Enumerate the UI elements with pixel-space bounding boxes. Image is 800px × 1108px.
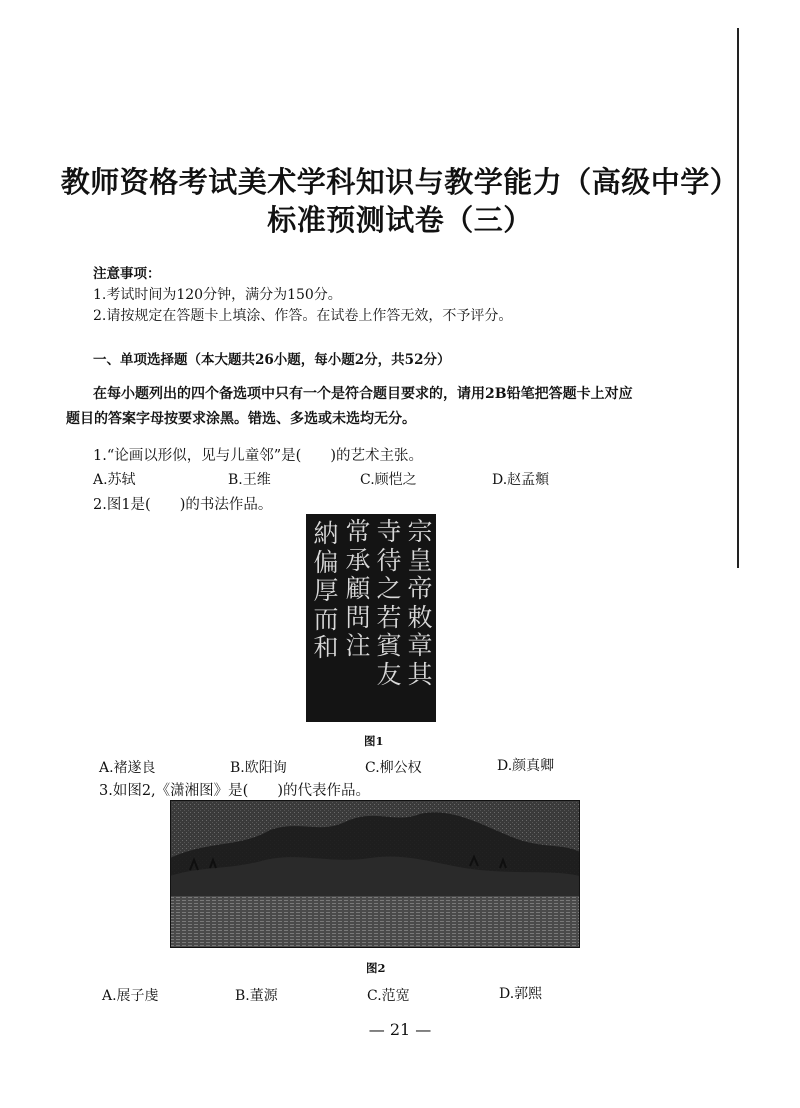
calligraphy-character: 納 — [313, 519, 339, 548]
calligraphy-character: 偏 — [313, 547, 339, 577]
page-number: — 21 — — [368, 1020, 432, 1039]
calligraphy-character: 若 — [376, 602, 402, 632]
calligraphy-character: 待 — [376, 545, 402, 575]
calligraphy-character: 問 — [345, 602, 371, 632]
calligraphy-column — [405, 518, 435, 689]
calligraphy-character: 之 — [376, 574, 402, 603]
calligraphy-column — [343, 518, 373, 661]
calligraphy-character: 章 — [407, 631, 433, 660]
section-instruction-line2: 题目的答案字母按要求涂黑。错选、多选或未选均无分。 — [66, 411, 416, 427]
calligraphy-character: 寺 — [376, 517, 402, 546]
question-1-option-c: C.顾恺之 — [360, 472, 417, 488]
calligraphy-character: 帝 — [407, 574, 433, 603]
question-1-option-d: D.赵孟頫 — [492, 472, 550, 488]
calligraphy-character: 和 — [313, 633, 339, 662]
figure-1-caption: 图1 — [364, 734, 384, 748]
section-heading: 一、单项选择题（本大题共26小题，每小题2分，共52分） — [93, 352, 451, 368]
calligraphy-character: 而 — [313, 604, 339, 634]
question-2-option-d: D.颜真卿 — [497, 758, 555, 774]
page-title-line1: 教师资格考试美术学科知识与教学能力（高级中学） — [60, 165, 740, 199]
calligraphy-character: 注 — [345, 631, 371, 660]
calligraphy-character: 承 — [345, 545, 371, 575]
section-instruction-line1: 在每小题列出的四个备选项中只有一个是符合题目要求的，请用2B铅笔把答题卡上对应 — [93, 386, 633, 402]
calligraphy-column — [311, 520, 341, 663]
calligraphy-character: 顧 — [345, 574, 371, 603]
question-3-option-c: C.范宽 — [367, 988, 410, 1004]
calligraphy-character: 友 — [376, 659, 402, 689]
calligraphy-character: 皇 — [407, 545, 433, 575]
question-1-option-b: B.王维 — [228, 472, 271, 488]
calligraphy-character: 敕 — [407, 602, 433, 632]
question-2-text: 2.图1是( )的书法作品。 — [93, 497, 273, 513]
scan-edge-line — [737, 28, 739, 568]
question-2-option-c: C.柳公权 — [365, 760, 422, 776]
question-2-option-b: B.欧阳询 — [230, 760, 287, 776]
question-1-option-a: A.苏轼 — [93, 472, 136, 488]
question-3-text: 3.如图2,《潇湘图》是( )的代表作品。 — [99, 783, 370, 799]
calligraphy-character: 賓 — [376, 631, 402, 660]
calligraphy-character: 常 — [345, 517, 371, 546]
figure-1-calligraphy — [306, 514, 436, 722]
calligraphy-character: 其 — [407, 659, 433, 689]
question-3-option-d: D.郭熙 — [499, 986, 543, 1002]
page-title-line2: 标准预测试卷（三） — [267, 203, 533, 237]
question-1-text: 1.“论画以形似，见与儿童邻”是( )的艺术主张。 — [93, 448, 423, 464]
notice-heading: 注意事项： — [93, 266, 161, 282]
question-3-option-b: B.董源 — [235, 988, 278, 1004]
question-3-option-a: A.展子虔 — [102, 988, 159, 1004]
figure-2-caption: 图2 — [366, 961, 386, 975]
notice-item-1: 1.考试时间为120分钟，满分为150分。 — [93, 287, 342, 303]
question-2-option-a: A.褚遂良 — [99, 760, 156, 776]
figure-2-landscape-painting — [170, 800, 580, 948]
calligraphy-character: 厚 — [313, 576, 339, 605]
calligraphy-column — [374, 518, 404, 689]
calligraphy-character: 宗 — [407, 517, 433, 546]
notice-item-2: 2.请按规定在答题卡上填涂、作答。在试卷上作答无效，不予评分。 — [93, 308, 513, 324]
